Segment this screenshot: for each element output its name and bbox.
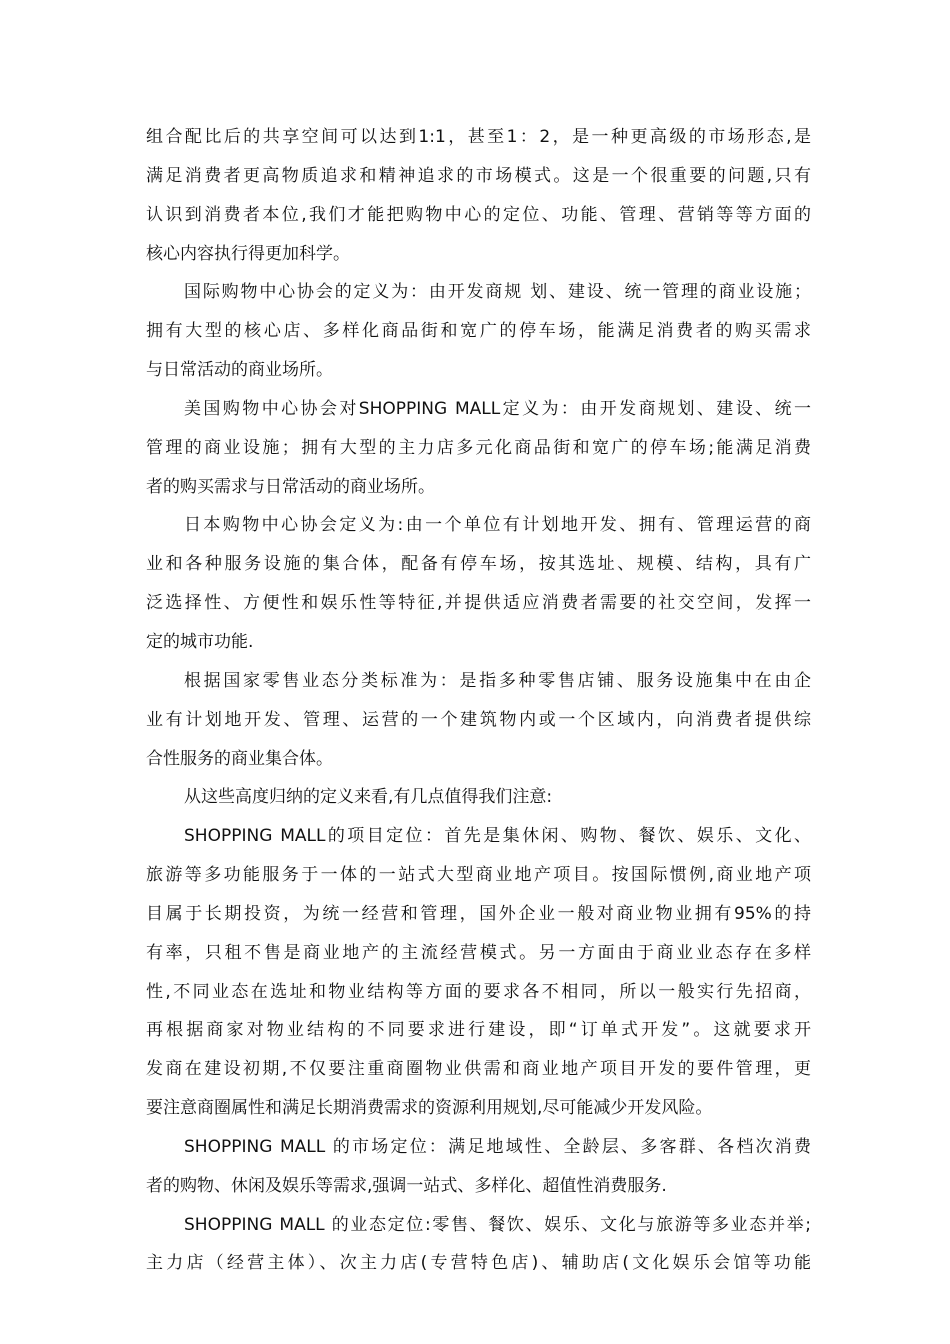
text-line: 性,不同业态在选址和物业结构等方面的要求各不相同，所以一般实行先招商， — [146, 981, 811, 1002]
text-line: 者的购买需求与日常活动的商业场所。 — [146, 476, 435, 497]
text-line: SHOPPING MALL的项目定位：首先是集休闲、购物、餐饮、娱乐、文化、 — [184, 826, 811, 847]
text-line: 组合配比后的共享空间可以达到1:1，甚至1：2，是一种更高级的市场形态,是 — [146, 127, 811, 147]
text-line: 发商在建设初期,不仅要注重商圈物业供需和商业地产项目开发的要件管理，更 — [146, 1059, 811, 1080]
document-body — [146, 118, 811, 1283]
text-line: 国际购物中心协会的定义为：由开发商规 划、建设、统一管理的商业设施； — [184, 282, 811, 303]
text-line: 业有计划地开发、管理、运营的一个建筑物内或一个区域内，向消费者提供综 — [146, 709, 811, 730]
text-line: 者的购物、休闲及娱乐等需求,强调一站式、多样化、超值性消费服务. — [146, 1175, 667, 1196]
text-line: 有率，只租不售是商业地产的主流经营模式。另一方面由于商业业态存在多样 — [146, 942, 811, 963]
text-line: 旅游等多功能服务于一体的一站式大型商业地产项目。按国际惯例,商业地产项 — [146, 865, 811, 886]
text-line: 再根据商家对物业结构的不同要求进行建设，即“订单式开发”。这就要求开 — [146, 1020, 811, 1041]
text-line: 主力店（经营主体）、次主力店(专营特色店)、辅助店(文化娱乐会馆等功能 — [146, 1253, 811, 1274]
text-line: 根据国家零售业态分类标准为：是指多种零售店铺、服务设施集中在由企 — [184, 670, 811, 691]
text-line: 满足消费者更高物质追求和精神追求的市场模式。这是一个很重要的问题,只有 — [146, 165, 811, 186]
text-line: 管理的商业设施；拥有大型的主力店多元化商品街和宽广的停车场;能满足消费 — [146, 437, 811, 458]
text-line: 与日常活动的商业场所。 — [146, 360, 333, 381]
text-line: 定的城市功能. — [146, 631, 254, 652]
text-line: SHOPPING MALL 的市场定位：满足地域性、全龄层、多客群、各档次消费 — [184, 1136, 811, 1157]
text-line: 美国购物中心协会对SHOPPING MALL定义为：由开发商规划、建设、统一 — [184, 398, 811, 419]
text-line: SHOPPING MALL 的业态定位:零售、餐饮、娱乐、文化与旅游等多业态并举; — [184, 1214, 811, 1235]
text-line: 要注意商圈属性和满足长期消费需求的资源利用规划,尽可能减少开发风险。 — [146, 1098, 713, 1119]
text-line: 拥有大型的核心店、多样化商品街和宽广的停车场，能满足消费者的购买需求 — [146, 321, 811, 342]
text-line: 目属于长期投资，为统一经营和管理，国外企业一般对商业物业拥有95%的持 — [146, 903, 811, 924]
text-line: 从这些高度归纳的定义来看,有几点值得我们注意: — [184, 787, 553, 808]
text-line: 核心内容执行得更加科学。 — [146, 243, 350, 264]
text-line: 合性服务的商业集合体。 — [146, 748, 333, 769]
text-line: 泛选择性、方便性和娱乐性等特征,并提供适应消费者需要的社交空间，发挥一 — [146, 593, 811, 614]
text-line: 认识到消费者本位,我们才能把购物中心的定位、功能、管理、营销等等方面的 — [146, 204, 811, 225]
text-line: 日本购物中心协会定义为:由一个单位有计划地开发、拥有、管理运营的商 — [184, 515, 811, 536]
text-line: 业和各种服务设施的集合体，配备有停车场，按其选址、规模、结构，具有广 — [146, 554, 811, 575]
